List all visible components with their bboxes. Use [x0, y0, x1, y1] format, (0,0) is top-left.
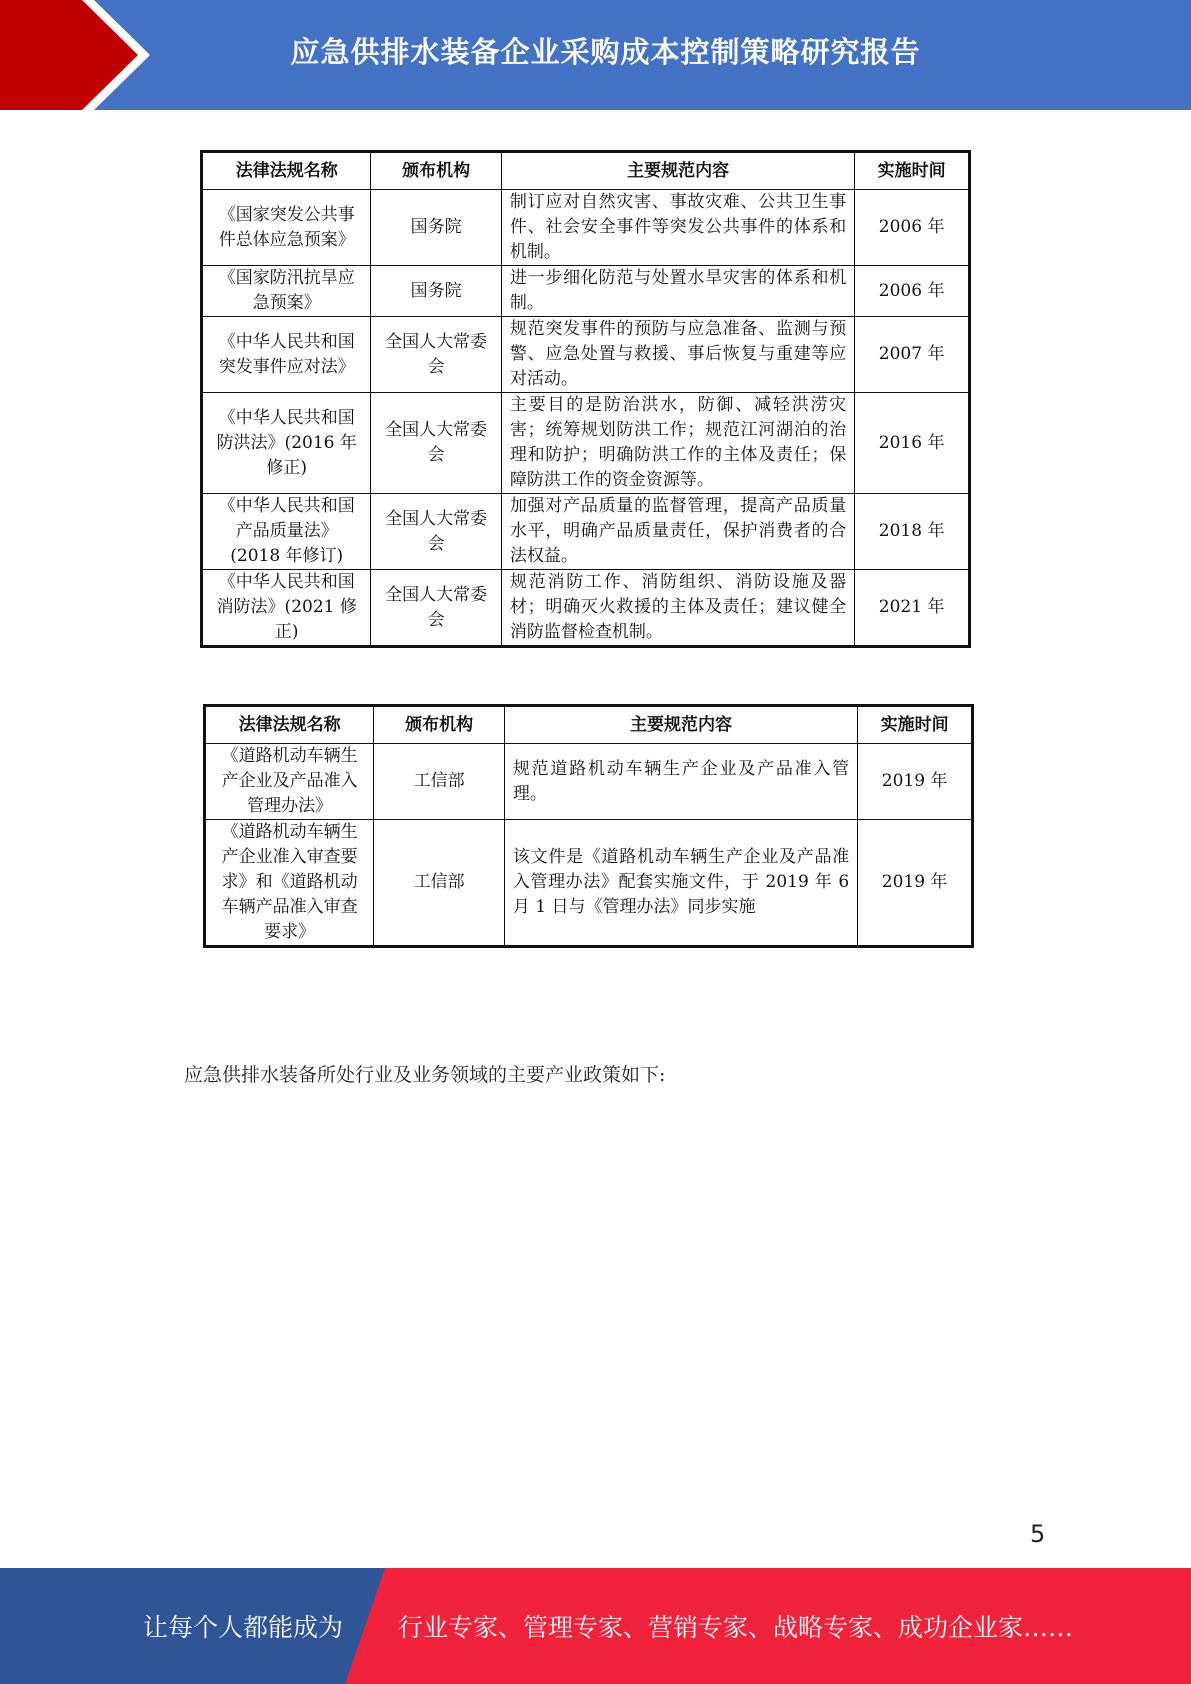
content-cell: 规范消防工作、消防组织、消防设施及器材；明确灭火救援的主体及责任；建议健全消防监督检查机制。: [501, 570, 854, 647]
table-row: [202, 190, 970, 266]
year-cell: 2016 年: [855, 393, 970, 494]
year-cell: 2006 年: [855, 266, 970, 317]
col-header-content: 主要规范内容: [501, 152, 854, 190]
content-cell: 进一步细化防范与处置水旱灾害的体系和机制。: [501, 266, 854, 317]
red-chevron-shape: [0, 0, 150, 110]
table-row: [202, 570, 970, 647]
col-header-content: 主要规范内容: [504, 706, 857, 744]
issuer-cell: 国务院: [371, 266, 501, 317]
year-cell: 2007 年: [855, 317, 970, 393]
law-name-cell: 《中华人民共和国消防法》(2021 修正): [202, 570, 371, 647]
table-row: [202, 266, 970, 317]
table-row: [202, 393, 970, 494]
table-row: [202, 317, 970, 393]
year-cell: 2019 年: [858, 744, 973, 820]
table-row: [202, 494, 970, 570]
law-name-cell: 《国家突发公共事件总体应急预案》: [202, 190, 371, 266]
table-header-row: [205, 706, 973, 744]
content-cell: 主要目的是防治洪水，防御、减轻洪涝灾害；统筹规划防洪工作；规范江河湖泊的治理和防护；明确防洪工作的主体及责任；保障防洪工作的资金资源等。: [501, 393, 854, 494]
issuer-cell: 工信部: [374, 820, 504, 947]
footer-slogan-right: 行业专家、管理专家、营销专家、战略专家、成功企业家……: [398, 1613, 1074, 1642]
law-name-cell: 《中华人民共和国突发事件应对法》: [202, 317, 371, 393]
issuer-cell: 全国人大常委会: [371, 570, 501, 647]
issuer-cell: 工信部: [374, 744, 504, 820]
content-cell: 加强对产品质量的监督管理，提高产品质量水平，明确产品质量责任，保护消费者的合法权益。: [501, 494, 854, 570]
law-name-cell: 《道路机动车辆生产企业准入审查要求》和《道路机动车辆产品准入审查要求》: [205, 820, 374, 947]
col-header-year: 实施时间: [855, 152, 970, 190]
footer-banner: [0, 1568, 1191, 1684]
issuer-cell: 全国人大常委会: [371, 317, 501, 393]
regulations-table-1: [200, 150, 971, 648]
law-name-cell: 《中华人民共和国防洪法》(2016 年修正): [202, 393, 371, 494]
content-cell: 该文件是《道路机动车辆生产企业及产品准入管理办法》配套实施文件，于 2019 年 6 月 1 日与《管理办法》同步实施: [504, 820, 857, 947]
header-banner: [0, 0, 1191, 110]
year-cell: 2019 年: [858, 820, 973, 947]
footer-slogan-left: 让每个人都能成为: [143, 1613, 344, 1642]
col-header-name: 法律法规名称: [205, 706, 374, 744]
page-number: 5: [1030, 1520, 1046, 1548]
policy-intro-paragraph: 应急供排水装备所处行业及业务领域的主要产业政策如下:: [184, 1064, 666, 1086]
col-header-name: 法律法规名称: [202, 152, 371, 190]
col-header-org: 颁布机构: [374, 706, 504, 744]
col-header-org: 颁布机构: [371, 152, 501, 190]
content-cell: 制订应对自然灾害、事故灾难、公共卫生事件、社会安全事件等突发公共事件的体系和机制。: [501, 190, 854, 266]
report-title: 应急供排水装备企业采购成本控制策略研究报告: [290, 34, 921, 69]
issuer-cell: 国务院: [371, 190, 501, 266]
issuer-cell: 全国人大常委会: [371, 494, 501, 570]
table-row: [205, 820, 973, 947]
year-cell: 2006 年: [855, 190, 970, 266]
table-row: [205, 744, 973, 820]
law-name-cell: 《国家防汛抗旱应急预案》: [202, 266, 371, 317]
col-header-year: 实施时间: [858, 706, 973, 744]
issuer-cell: 全国人大常委会: [371, 393, 501, 494]
content-cell: 规范突发事件的预防与应急准备、监测与预警、应急处置与救援、事后恢复与重建等应对活动。: [501, 317, 854, 393]
content-cell: 规范道路机动车辆生产企业及产品准入管理。: [504, 744, 857, 820]
table-header-row: [202, 152, 970, 190]
law-name-cell: 《道路机动车辆生产企业及产品准入管理办法》: [205, 744, 374, 820]
regulations-table-2: [203, 704, 974, 948]
law-name-cell: 《中华人民共和国产品质量法》(2018 年修订): [202, 494, 371, 570]
year-cell: 2018 年: [855, 494, 970, 570]
year-cell: 2021 年: [855, 570, 970, 647]
